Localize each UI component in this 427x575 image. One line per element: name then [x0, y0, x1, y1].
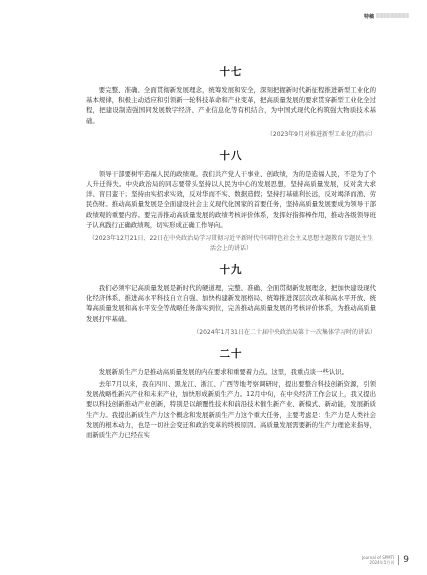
section-tag: 特稿 [364, 14, 375, 20]
journal-issue: 2024年5月刊 [369, 560, 395, 565]
section-number: 十七 [219, 66, 243, 78]
section-17 [86, 64, 376, 140]
section-19 [86, 262, 376, 338]
source-note: （2023年12月21日、22日在中央政治局学习贯彻习近平新时代中国特色社会主义思想主题教育专题民主生活会上的讲话） [88, 235, 374, 253]
page-footer [362, 555, 409, 565]
footer-divider [398, 555, 399, 565]
section-number: 十八 [219, 149, 243, 162]
paragraph: 要完整、准确、全面贯彻新发展理念，统筹发展和安全，深刻把握新时代新征程推进新型工业化的基本规律，积极主动适应和引领新一轮科技革命和产业变革，把高质量发展的要求贯穿新型工业化全过程，把建设制造强国同发展数字经济、产业信息化等有机结合，为中国式现代化构筑强大物质技术基础。 [86, 86, 376, 125]
paragraph: 发展新质生产力是推动高质量发展的内在要求和重要着力点。这里，我重点谈一些认识。 [98, 367, 349, 376]
paragraph: 我们必须牢记高质量发展是新时代的硬道理，完整、准确、全面贯彻新发展理念，把加快建设现代化经济体系、推进高水平科技自立自强、加快构建新发展格局、统筹推进深层次改革和高水平开放、统筹高质量发展和高水平安全等战略任务落实到位，完善推动高质量发展的考核评价体系，为推动高质量发展打牢基础。 [86, 284, 376, 323]
section-number: 二十 [219, 347, 243, 360]
page-number: 9 [403, 555, 409, 565]
running-header [364, 13, 409, 20]
source-note: （2024年1月31日在二十届中央政治局第十一次集体学习时的讲话） [193, 328, 376, 336]
source-note: （2023年9月对推进新型工业化的指示） [266, 130, 376, 138]
header-subtitle: ▒▒▒▒▒▒▒▒▒ [376, 14, 409, 19]
journal-title: Journal of SPMTI [362, 555, 395, 560]
paragraph: 领导干部要树牢造福人民的政绩观。我们共产党人干事业、创政绩，为的是造福人民，不是为了个人升迁得失。中央政治局的同志要带头坚持以人民为中心的发展思想，坚持高质量发展，反对贪大求洋、盲目蛮干；坚持由实招求实效，反对华而不实、数据造假；坚持打基础利长远，反对竭泽而渔、劳民伤财。推动高质量发展是全面建设社会主义现代化国家的首要任务，坚持高质量发展要成为领导干部政绩观的重要内容。要完善推动高质量发展的政绩考核评价体系，发挥好指挥棒作用，推动各级领导班子认真践行正确政绩观，切实形成正确工作导向。 [86, 169, 376, 229]
section-20 [86, 346, 376, 440]
article-body [86, 64, 376, 448]
journal-name [362, 555, 394, 565]
paragraph: 去年7月以来，我在四川、黑龙江、浙江、广西等地考察调研时，提出要整合科技创新资源，引领发展战略性新兴产业和未来产业，加快形成新质生产力。12月中旬，在中央经济工作会议上，我又提出要以科技创新推动产业创新，特别是以颠覆性技术和前沿技术催生新产业、新模式、新动能，发展新质生产力。我提出新质生产力这个概念和发展新质生产力这个重大任务，主要考虑是：生产力是人类社会发展的根本动力，也是一切社会变迁和政治变革的终极原因。高质量发展需要新的生产力理论来指导，而新质生产力已经在实 [86, 380, 376, 440]
section-18 [86, 148, 376, 254]
section-number: 十九 [219, 264, 243, 277]
